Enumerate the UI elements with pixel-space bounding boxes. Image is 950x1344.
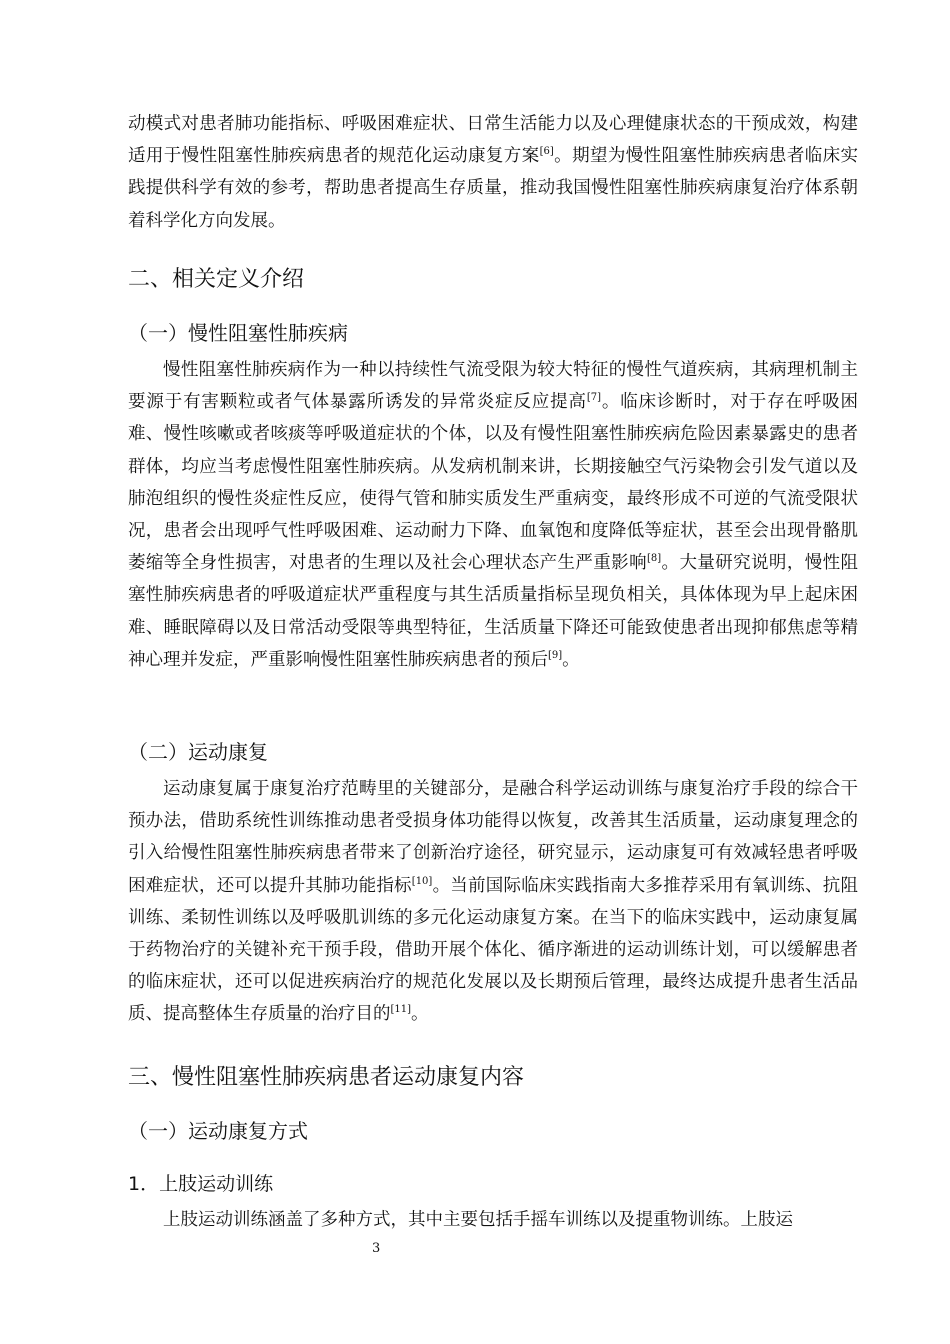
paragraph-text: 慢性阻塞性肺疾病作为一种以持续性气流受限为较大特征的慢性气道疾病，其病理机制主要源于有害颗粒或者气体暴露所诱发的异常炎症反应提高 — [128, 360, 858, 413]
paragraph-text: 运动康复属于康复治疗范畴里的关键部分，是融合科学运动训练与康复治疗手段的综合干预办法，借助系统性训练推动患者受损身体功能得以恢复，改善其生活质量，运动康复理念的引入给慢性阻塞性肺疾病患者带来了创新治疗途径，研究显示，运动康复可有效减轻患者呼吸困难症状，还可以提升其肺功能指标 — [128, 779, 858, 896]
citation-ref: [6] — [539, 146, 554, 158]
subsection-heading: （二）运动康复 — [128, 740, 268, 764]
citation-ref: [7] — [586, 392, 602, 404]
item-heading: 1．上肢运动训练 — [128, 1173, 274, 1195]
intro-paragraph — [128, 108, 858, 237]
paragraph-text: 。临床诊断时，对于存在呼吸困难、慢性咳嗽或者咳痰等呼吸道症状的个体，以及有慢性阻塞性肺疾病危险因素暴露史的患者群体，均应当考虑慢性阻塞性肺疾病。从发病机制来讲，长期接触空气污染物会引发气道以及肺泡组织的慢性炎症性反应，使得气管和肺实质发生严重病变，最终形成不可逆的气流受限状况，患者会出现呼气性呼吸困难、运动耐力下降、血氧饱和度降低等症状，甚至会出现骨骼肌萎缩等全身性损害，对患者的生理以及社会心理状态产生严重影响 — [128, 392, 859, 574]
body-paragraph — [128, 1204, 858, 1236]
body-paragraph — [128, 773, 858, 1031]
body-paragraph — [128, 354, 858, 676]
paragraph-text: 。 — [411, 1004, 429, 1025]
subsection-heading: （一）慢性阻塞性肺疾病 — [128, 321, 348, 345]
citation-ref: [11] — [390, 1004, 412, 1016]
paragraph-text: 。当前国际临床实践指南大多推荐采用有氧训练、抗阻训练、柔韧性训练以及呼吸肌训练的多元化运动康复方案。在当下的临床实践中，运动康复属于药物治疗的关键补充干预手段，借助开展个体化、循序渐进的运动训练计划，可以缓解患者的临床症状，还可以促进疾病治疗的规范化发展以及长期预后管理，最终达成提升患者生活品质、提高整体生存质量的治疗目的 — [128, 875, 859, 1025]
paragraph-text: 上肢运动训练涵盖了多种方式，其中主要包括手摇车训练以及提重物训练。上肢运 — [163, 1210, 793, 1230]
paragraph-text: 。大量研究说明，慢性阻塞性肺疾病患者的呼吸道症状严重程度与其生活质量指标呈现负相关，具体体现为早上起床困难、睡眠障碍以及日常活动受限等典型特征，生活质量下降还可能致使患者出现抑郁焦虑等精神心理并发症，严重影响慢性阻塞性肺疾病患者的预后 — [128, 553, 859, 670]
paragraph-text: 。 — [562, 649, 580, 670]
citation-ref: [10] — [411, 875, 433, 887]
paragraph-text: 动模式对患者肺功能指标、呼吸困难症状、日常生活能力以及心理健康状态的干预成效，构建适用于慢性阻塞性肺疾病患者的规范化运动康复方案 — [128, 114, 858, 167]
subsection-heading: （一）运动康复方式 — [128, 1119, 308, 1143]
section-heading: 三、慢性阻塞性肺疾病患者运动康复内容 — [128, 1065, 525, 1090]
page-number: 3 — [372, 1241, 381, 1256]
section-heading: 二、相关定义介绍 — [128, 267, 305, 292]
paragraph-text: 。期望为慢性阻塞性肺疾病患者临床实践提供科学有效的参考，帮助患者提高生存质量，推动我国慢性阻塞性肺疾病康复治疗体系朝着科学化方向发展。 — [128, 146, 859, 231]
citation-ref: [8] — [646, 553, 662, 565]
citation-ref: [9] — [548, 649, 563, 661]
